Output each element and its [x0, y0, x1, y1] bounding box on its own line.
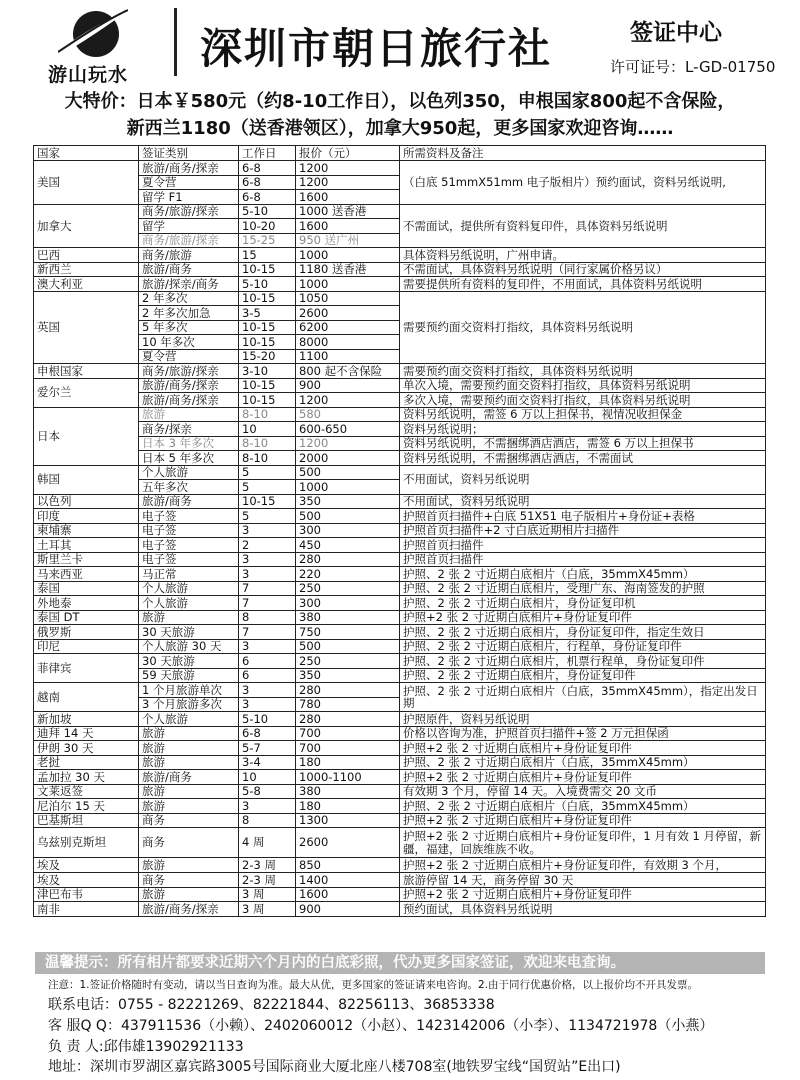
notes-cell: 护照首页扫描件: [400, 538, 766, 553]
country-cell: 新加坡: [34, 712, 139, 727]
price-cell: 180: [296, 799, 400, 814]
price-cell: 1000: [296, 480, 400, 495]
country-cell: 爱尔兰: [34, 378, 139, 407]
notes-cell: 护照+2 张 2 寸近期白底相片+身份证复印件: [400, 887, 766, 902]
visa-type-cell: 30 天旅游: [139, 654, 239, 669]
table-row: [34, 277, 766, 292]
price-cell: 580: [296, 407, 400, 422]
price-cell: 1200: [296, 393, 400, 408]
price-cell: 1000: [296, 277, 400, 292]
header-divider: [174, 8, 177, 76]
workdays-cell: 3 周: [239, 887, 296, 902]
workdays-cell: 3: [239, 799, 296, 814]
visa-type-cell: 夏令营: [139, 175, 239, 190]
notes-cell: 护照、2 张 2 寸近期白底相片（白底，35mmX45mm）: [400, 567, 766, 582]
visa-type-cell: 留学 F1: [139, 190, 239, 205]
workdays-cell: 3: [239, 697, 296, 712]
visa-type-cell: 旅游: [139, 799, 239, 814]
workdays-cell: 6-8: [239, 190, 296, 205]
visa-type-cell: 商务/探亲: [139, 422, 239, 437]
price-cell: 900: [296, 378, 400, 393]
price-cell: 350: [296, 668, 400, 683]
notes-cell: 资料另纸说明，需签 6 万以上担保书，视情况收担保金: [400, 407, 766, 422]
price-cell: 1200: [296, 175, 400, 190]
price-cell: 250: [296, 581, 400, 596]
table-row: [34, 523, 766, 538]
notes-cell: 旅游停留 14 天，商务停留 30 天: [400, 873, 766, 888]
visa-type-cell: 电子签: [139, 509, 239, 524]
workdays-cell: 8-10: [239, 436, 296, 451]
country-cell: 土耳其: [34, 538, 139, 553]
notes-cell: 资料另纸说明；: [400, 422, 766, 437]
workdays-cell: 10-15: [239, 393, 296, 408]
price-cell: 600-650: [296, 422, 400, 437]
notice-text: 注意：1.签证价格随时有变动，请以当日查询为准。最大从优，更多国家的签证请来电咨询。2.由于同行优惠价格，以上报价均不开具发票。: [48, 979, 699, 991]
workdays-cell: 8-10: [239, 407, 296, 422]
price-cell: 280: [296, 683, 400, 698]
workdays-cell: 8-10: [239, 451, 296, 466]
country-cell: 埃及: [34, 873, 139, 888]
price-cell: 8000: [296, 335, 400, 350]
country-cell: 美国: [34, 161, 139, 205]
workdays-cell: 8: [239, 813, 296, 828]
country-cell: 南非: [34, 902, 139, 917]
visa-type-cell: 商务: [139, 873, 239, 888]
notes-cell: 需要预约面交资料打指纹，具体资料另纸说明: [400, 364, 766, 379]
country-cell: 泰国 DT: [34, 610, 139, 625]
workdays-cell: 10-15: [239, 494, 296, 509]
visa-type-cell: 旅游/探亲/商务: [139, 277, 239, 292]
notes-cell: 不需面试，提供所有资料复印件，具体资料另纸说明: [400, 204, 766, 248]
table-row: [34, 248, 766, 263]
price-cell: 1000-1100: [296, 770, 400, 785]
visa-type-cell: 30 天旅游: [139, 625, 239, 640]
visa-center-title: 签证中心: [630, 20, 722, 46]
workdays-cell: 6: [239, 668, 296, 683]
table-row: [34, 755, 766, 770]
notes-cell: 护照、2 张 2 寸近期白底相片，身份证复印件，指定生效日: [400, 625, 766, 640]
workdays-cell: 10: [239, 770, 296, 785]
notes-cell: 资料另纸说明，不需捆绑酒店酒店，不需面试: [400, 451, 766, 466]
table-row: [34, 902, 766, 917]
notes-cell: 护照+2 张 2 寸近期白底相片+身份证复印件: [400, 770, 766, 785]
workdays-cell: 6: [239, 654, 296, 669]
notes-cell: 护照首页扫描件: [400, 552, 766, 567]
notes-cell: 护照、2 张 2 寸近期白底相片，行程单，身份证复印件: [400, 639, 766, 654]
table-row: [34, 494, 766, 509]
table-row: [34, 887, 766, 902]
visa-type-cell: 商务: [139, 813, 239, 828]
table-row: [34, 451, 766, 466]
workdays-cell: 10-15: [239, 320, 296, 335]
price-cell: 950 送广州: [296, 233, 400, 248]
logo-planet-icon: [58, 6, 128, 64]
workdays-cell: 3: [239, 552, 296, 567]
price-cell: 380: [296, 610, 400, 625]
price-cell: 250: [296, 654, 400, 669]
price-cell: 450: [296, 538, 400, 553]
country-cell: 以色列: [34, 494, 139, 509]
notes-cell: 护照、2 张 2 寸近期白底相片（白底，35mmX45mm），指定出发日期: [400, 683, 766, 712]
price-cell: 750: [296, 625, 400, 640]
price-cell: 1200: [296, 436, 400, 451]
license-number: 许可证号：L-GD-01750: [610, 58, 776, 76]
visa-type-cell: 个人旅游: [139, 596, 239, 611]
notes-cell: 护照+2 张 2 寸近期白底相片+身份证复印件，有效期 3 个月，: [400, 858, 766, 873]
visa-type-cell: 商务/旅游/探亲: [139, 233, 239, 248]
country-cell: 柬埔寨: [34, 523, 139, 538]
price-cell: 1300: [296, 813, 400, 828]
contact-manager: 负 责 人:邱伟雄13902921133: [48, 1039, 244, 1055]
price-cell: 1600: [296, 190, 400, 205]
workdays-cell: 2: [239, 538, 296, 553]
notes-cell: 需要提供所有资料的复印件，不用面试，具体资料另纸说明: [400, 277, 766, 292]
price-cell: 300: [296, 596, 400, 611]
notes-cell: 单次入境，需要预约面交资料打指纹，具体资料另纸说明: [400, 378, 766, 393]
country-cell: 英国: [34, 291, 139, 364]
country-cell: 申根国家: [34, 364, 139, 379]
visa-type-cell: 旅游/商务: [139, 262, 239, 277]
table-row: [34, 668, 766, 683]
workdays-cell: 3-5: [239, 306, 296, 321]
table-row: [34, 364, 766, 379]
price-cell: 900: [296, 902, 400, 917]
price-cell: 1000 送香港: [296, 204, 400, 219]
workdays-cell: 6-8: [239, 175, 296, 190]
price-cell: 850: [296, 858, 400, 873]
workdays-cell: 6-8: [239, 161, 296, 176]
visa-type-cell: 个人旅游 30 天: [139, 639, 239, 654]
workdays-cell: 3: [239, 567, 296, 582]
workdays-cell: 5-10: [239, 712, 296, 727]
workdays-cell: 15-20: [239, 349, 296, 364]
price-cell: 1000: [296, 248, 400, 263]
notes-cell: 护照、2 张 2 寸近期白底相片（白底，35mmX45mm）: [400, 755, 766, 770]
workdays-cell: 2-3 周: [239, 873, 296, 888]
visa-type-cell: 旅游: [139, 726, 239, 741]
price-cell: 280: [296, 552, 400, 567]
visa-price-table: [33, 145, 766, 917]
visa-type-cell: 马正常: [139, 567, 239, 582]
notes-cell: 具体资料另纸说明，广州申请。: [400, 248, 766, 263]
price-cell: 1600: [296, 887, 400, 902]
visa-type-cell: 旅游: [139, 784, 239, 799]
notes-cell: 护照、2 张 2 寸近期白底相片，机票行程单，身份证复印件: [400, 654, 766, 669]
price-cell: 220: [296, 567, 400, 582]
country-cell: 老挝: [34, 755, 139, 770]
contact-address: 地址：深圳市罗湖区嘉宾路3005号国际商业大厦北座八楼708室(地铁罗宝线“国贸站”E出口): [48, 1059, 621, 1075]
visa-type-cell: 旅游: [139, 858, 239, 873]
country-cell: 尼泊尔 15 天: [34, 799, 139, 814]
price-cell: 500: [296, 639, 400, 654]
notes-cell: （白底 51mmX51mm 电子版相片）预约面试，资料另纸说明,: [400, 161, 766, 205]
country-cell: 印度: [34, 509, 139, 524]
notes-cell: 护照、2 张 2 寸近期白底相片（白底，35mmX45mm）: [400, 799, 766, 814]
workdays-cell: 7: [239, 596, 296, 611]
table-row: [34, 567, 766, 582]
column-header: 所需资料及备注: [400, 146, 766, 161]
country-cell: 菲律宾: [34, 654, 139, 683]
notes-cell: 护照首页扫描件+白底 51X51 电子版相片+身份证+表格: [400, 509, 766, 524]
table-row: [34, 784, 766, 799]
visa-type-cell: 2 年多次加急: [139, 306, 239, 321]
workdays-cell: 8: [239, 610, 296, 625]
country-cell: 巴西: [34, 248, 139, 263]
visa-type-cell: 个人旅游: [139, 465, 239, 480]
table-row: [34, 393, 766, 408]
visa-type-cell: 商务: [139, 828, 239, 858]
notes-cell: 护照首页扫描件+2 寸白底近期相片扫描件: [400, 523, 766, 538]
table-row: [34, 262, 766, 277]
table-header-row: [34, 146, 766, 161]
country-cell: 津巴布韦: [34, 887, 139, 902]
visa-type-cell: 个人旅游: [139, 581, 239, 596]
table-row: [34, 639, 766, 654]
table-row: [34, 654, 766, 669]
price-cell: 1600: [296, 219, 400, 234]
visa-type-cell: 旅游/商务/探亲: [139, 902, 239, 917]
price-cell: 500: [296, 509, 400, 524]
country-cell: 加拿大: [34, 204, 139, 248]
workdays-cell: 5-7: [239, 741, 296, 756]
visa-type-cell: 日本 3 年多次: [139, 436, 239, 451]
workdays-cell: 7: [239, 581, 296, 596]
country-cell: 新西兰: [34, 262, 139, 277]
table-row: [34, 552, 766, 567]
visa-type-cell: 日本 5 年多次: [139, 451, 239, 466]
price-cell: 700: [296, 741, 400, 756]
country-cell: 马来西亚: [34, 567, 139, 582]
table-row: [34, 465, 766, 480]
promo-text: [0, 88, 800, 142]
notes-cell: 预约面试，具体资料另纸说明: [400, 902, 766, 917]
table-row: [34, 407, 766, 422]
visa-type-cell: 59 天旅游: [139, 668, 239, 683]
contact-qq: 客 服Q Q：437911536（小赖）、2402060012（小赵）、1423142006（小李）、1134721978（小燕）: [48, 1018, 714, 1034]
table-row: [34, 726, 766, 741]
column-header: 签证类别: [139, 146, 239, 161]
visa-type-cell: 10 年多次: [139, 335, 239, 350]
table-row: [34, 291, 766, 306]
workdays-cell: 4 周: [239, 828, 296, 858]
table-row: [34, 378, 766, 393]
price-cell: 1400: [296, 873, 400, 888]
price-cell: 2000: [296, 451, 400, 466]
price-cell: 2600: [296, 306, 400, 321]
visa-type-cell: 旅游: [139, 741, 239, 756]
country-cell: 斯里兰卡: [34, 552, 139, 567]
price-cell: 350: [296, 494, 400, 509]
price-cell: 300: [296, 523, 400, 538]
visa-type-cell: 5 年多次: [139, 320, 239, 335]
visa-type-cell: 电子签: [139, 552, 239, 567]
table-row: [34, 436, 766, 451]
price-cell: 6200: [296, 320, 400, 335]
table-row: [34, 204, 766, 219]
workdays-cell: 5: [239, 465, 296, 480]
visa-type-cell: 旅游/商务: [139, 494, 239, 509]
country-cell: 泰国: [34, 581, 139, 596]
country-cell: 迪拜 14 天: [34, 726, 139, 741]
notes-cell: 护照、2 张 2 寸近期白底相片，身份证复印机: [400, 596, 766, 611]
workdays-cell: 10-20: [239, 219, 296, 234]
visa-type-cell: 旅游/商务: [139, 770, 239, 785]
visa-type-cell: 1 个月旅游单次: [139, 683, 239, 698]
workdays-cell: 10: [239, 422, 296, 437]
workdays-cell: 3: [239, 523, 296, 538]
visa-type-cell: 夏令营: [139, 349, 239, 364]
workdays-cell: 3: [239, 683, 296, 698]
column-header: 工作日: [239, 146, 296, 161]
visa-type-cell: 旅游/商务/探亲: [139, 378, 239, 393]
notes-cell: 护照+2 张 2 寸近期白底相片+身份证复印件: [400, 610, 766, 625]
table-row: [34, 683, 766, 698]
table-row: [34, 858, 766, 873]
country-cell: 外地泰: [34, 596, 139, 611]
country-cell: 澳大利亚: [34, 277, 139, 292]
tip-banner: 温馨提示：所有相片都要求近期六个月内的白底彩照，代办更多国家签证，欢迎来电查询。: [35, 952, 765, 974]
company-name: 深圳市朝日旅行社: [200, 24, 553, 73]
notes-cell: 护照+2 张 2 寸近期白底相片+身份证复印件，1 月有效 1 月停留，新疆，福建，回族维族不收。: [400, 828, 766, 858]
price-cell: 1050: [296, 291, 400, 306]
column-header: 报价（元）: [296, 146, 400, 161]
table-row: [34, 625, 766, 640]
table-row: [34, 813, 766, 828]
visa-type-cell: 商务/旅游/探亲: [139, 364, 239, 379]
price-cell: 2600: [296, 828, 400, 858]
promo-line-1: 大特价：日本￥580元（约8-10工作日），以色列350，申根国家800起不含保险，: [64, 91, 736, 112]
visa-type-cell: 旅游: [139, 755, 239, 770]
notes-cell: 护照、2 张 2 寸近期白底相片，受理广东、海南签发的护照: [400, 581, 766, 596]
table-row: [34, 873, 766, 888]
workdays-cell: 10-15: [239, 378, 296, 393]
notes-cell: 护照+2 张 2 寸近期白底相片+身份证复印件: [400, 741, 766, 756]
visa-type-cell: 电子签: [139, 538, 239, 553]
table-row: [34, 509, 766, 524]
notes-cell: 护照原件，资料另纸说明: [400, 712, 766, 727]
workdays-cell: 5: [239, 509, 296, 524]
country-cell: 印尼: [34, 639, 139, 654]
visa-type-cell: 个人旅游: [139, 712, 239, 727]
workdays-cell: 3 周: [239, 902, 296, 917]
table-row: [34, 610, 766, 625]
country-cell: 俄罗斯: [34, 625, 139, 640]
notes-cell: 不需面试，具体资料另纸说明（同行家属价格另议）: [400, 262, 766, 277]
contact-phone: 联系电话：0755 - 82221269、82221844、82256113、36853338: [48, 997, 495, 1013]
country-cell: 巴基斯坦: [34, 813, 139, 828]
workdays-cell: 5: [239, 480, 296, 495]
notes-cell: 有效期 3 个月，停留 14 天。入境费需交 20 文币: [400, 784, 766, 799]
workdays-cell: 7: [239, 625, 296, 640]
workdays-cell: 2-3 周: [239, 858, 296, 873]
workdays-cell: 5-8: [239, 784, 296, 799]
workdays-cell: 5-10: [239, 204, 296, 219]
country-cell: 韩国: [34, 465, 139, 494]
table-row: [34, 712, 766, 727]
logo-text: 游山玩水: [48, 64, 129, 86]
workdays-cell: 10-15: [239, 262, 296, 277]
visa-type-cell: 旅游/商务/探亲: [139, 161, 239, 176]
table-row: [34, 596, 766, 611]
price-cell: 800 起不含保险: [296, 364, 400, 379]
visa-type-cell: 商务/旅游: [139, 248, 239, 263]
table-row: [34, 581, 766, 596]
workdays-cell: 10-15: [239, 291, 296, 306]
price-cell: 500: [296, 465, 400, 480]
table-row: [34, 741, 766, 756]
visa-type-cell: 商务/旅游/探亲: [139, 204, 239, 219]
notes-cell: 需要预约面交资料打指纹，具体资料另纸说明: [400, 291, 766, 364]
workdays-cell: 6-8: [239, 726, 296, 741]
price-cell: 380: [296, 784, 400, 799]
table-row: [34, 161, 766, 176]
column-header: 国家: [34, 146, 139, 161]
promo-line-2: 新西兰1180（送香港领区），加拿大950起，更多国家欢迎咨询……: [126, 118, 674, 139]
notes-cell: 护照+2 张 2 寸近期白底相片+身份证复印件: [400, 813, 766, 828]
workdays-cell: 15-25: [239, 233, 296, 248]
notes-cell: 不用面试，资料另纸说明: [400, 494, 766, 509]
table-row: [34, 422, 766, 437]
visa-type-cell: 旅游: [139, 407, 239, 422]
visa-type-cell: 2 年多次: [139, 291, 239, 306]
price-cell: 780: [296, 697, 400, 712]
notes-cell: 不用面试，资料另纸说明: [400, 465, 766, 494]
price-cell: 280: [296, 712, 400, 727]
country-cell: 孟加拉 30 天: [34, 770, 139, 785]
price-cell: 1100: [296, 349, 400, 364]
workdays-cell: 15: [239, 248, 296, 263]
price-cell: 700: [296, 726, 400, 741]
country-cell: 越南: [34, 683, 139, 712]
country-cell: 埃及: [34, 858, 139, 873]
price-cell: 1200: [296, 161, 400, 176]
country-cell: 日本: [34, 407, 139, 465]
header: [0, 0, 800, 85]
workdays-cell: 3: [239, 639, 296, 654]
visa-type-cell: 留学: [139, 219, 239, 234]
table-row: [34, 770, 766, 785]
visa-type-cell: 旅游/商务/探亲: [139, 393, 239, 408]
workdays-cell: 3-4: [239, 755, 296, 770]
price-cell: 180: [296, 755, 400, 770]
visa-type-cell: 电子签: [139, 523, 239, 538]
notes-cell: 多次入境，需要预约面交资料打指纹，具体资料另纸说明: [400, 393, 766, 408]
table-row: [34, 828, 766, 858]
notes-cell: 护照、2 张 2 寸近期白底相片，身份证复印件: [400, 668, 766, 683]
country-cell: 文莱返签: [34, 784, 139, 799]
workdays-cell: 3-10: [239, 364, 296, 379]
visa-type-cell: 3 个月旅游多次: [139, 697, 239, 712]
notes-cell: 资料另纸说明，不需捆绑酒店酒店，需签 6 万以上担保书: [400, 436, 766, 451]
workdays-cell: 10-15: [239, 335, 296, 350]
workdays-cell: 5-10: [239, 277, 296, 292]
table-row: [34, 799, 766, 814]
country-cell: 乌兹别克斯坦: [34, 828, 139, 858]
visa-type-cell: 旅游: [139, 610, 239, 625]
visa-type-cell: 五年多次: [139, 480, 239, 495]
table-row: [34, 538, 766, 553]
visa-type-cell: 旅游: [139, 887, 239, 902]
country-cell: 伊朗 30 天: [34, 741, 139, 756]
notes-cell: 价格以咨询为准，护照首页扫描件+签 2 万元担保函: [400, 726, 766, 741]
price-cell: 1180 送香港: [296, 262, 400, 277]
